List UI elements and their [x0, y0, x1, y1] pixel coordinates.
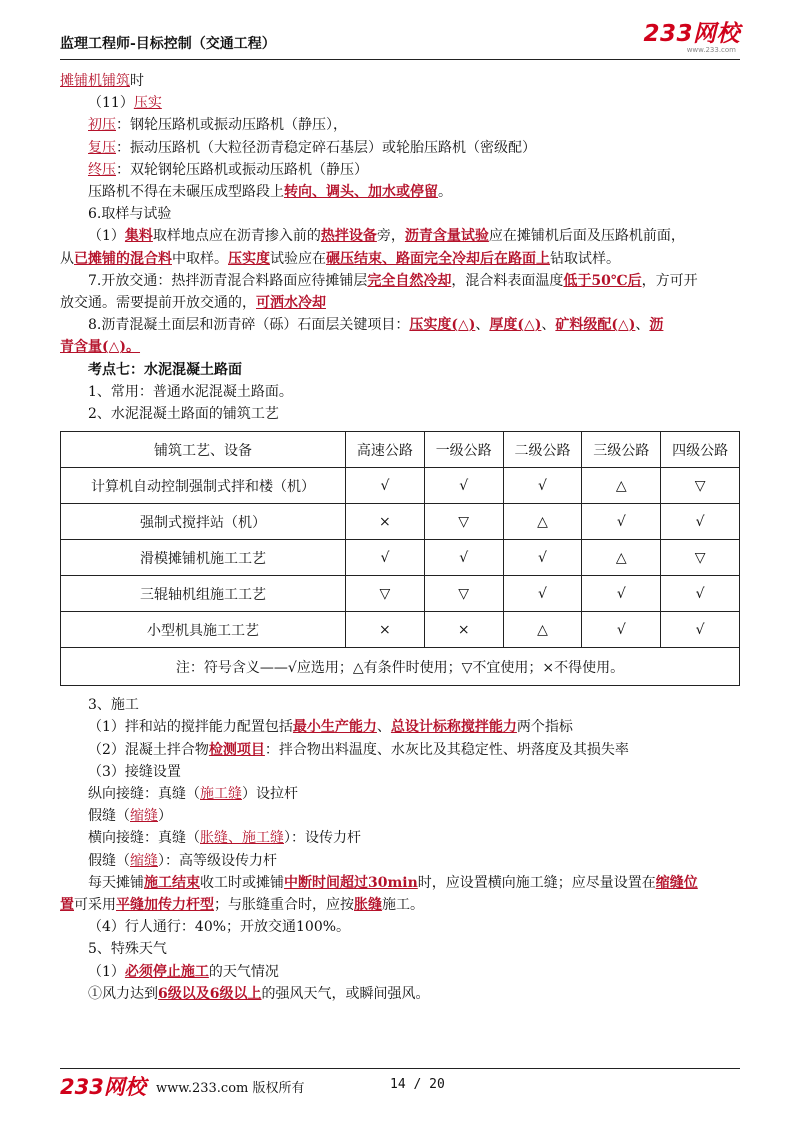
highlight-term: 沥青含量试验: [404, 228, 489, 245]
table-cell: √: [582, 504, 661, 540]
text: 的天气情况: [208, 963, 279, 980]
table-header: 一级公路: [424, 432, 503, 468]
table-header: 四级公路: [661, 432, 740, 468]
table-row: [61, 540, 740, 576]
table-row: [61, 504, 740, 540]
highlight-term: 6级以及6级以上: [158, 985, 262, 1002]
table-cell: √: [661, 576, 740, 612]
text: 每天摊铺: [88, 874, 144, 891]
text-line: [60, 381, 740, 403]
table-cell: 强制式搅拌站（机）: [61, 504, 346, 540]
highlight-term: 总设计标称搅拌能力: [390, 719, 517, 736]
table-cell: √: [503, 468, 582, 504]
text: （4）行人通行：40%；开放交通100%。: [88, 919, 351, 936]
text-line: [60, 827, 740, 849]
page-header: [60, 18, 740, 60]
text-line: [60, 983, 740, 1005]
highlight-term: 缩缝: [130, 852, 158, 869]
text-line: [60, 70, 740, 92]
text-line: [60, 292, 740, 314]
table-cell: ×: [424, 612, 503, 648]
highlight-term: 压实: [133, 95, 162, 112]
text: 考点七：水泥混凝土路面: [88, 361, 242, 378]
highlight-term: 胀缝、施工缝: [200, 830, 284, 847]
text: 纵向接缝：真缝（: [88, 786, 200, 803]
text: 可采用: [74, 897, 116, 914]
text: ）设拉杆: [242, 786, 298, 803]
text-line: [60, 805, 740, 827]
text-line: [60, 248, 740, 270]
text: （1）: [88, 228, 125, 245]
highlight-term: 置: [60, 897, 74, 914]
text: 施工。: [382, 897, 424, 914]
text-line: [60, 114, 740, 136]
text: 时，应设置横向施工缝；应尽量设置在: [417, 874, 656, 891]
text-line: [60, 916, 740, 938]
text: 6.取样与试验: [88, 206, 172, 223]
table-cell: ×: [346, 612, 425, 648]
table-header: 高速公路: [346, 432, 425, 468]
header-title: 监理工程师-目标控制（交通工程）: [60, 36, 276, 52]
table-cell: ▽: [661, 468, 740, 504]
footer-logo: 233网校: [60, 1075, 146, 1099]
table-note-row: [61, 648, 740, 686]
section-heading: [60, 359, 740, 381]
text: 、: [475, 317, 490, 334]
table-cell: ▽: [661, 540, 740, 576]
table-cell: √: [503, 540, 582, 576]
text-line: [60, 403, 740, 425]
highlight-term: 转向、调头、加水或停留: [284, 184, 438, 201]
highlight-term: 压实度(△): [409, 317, 476, 334]
logo-text: 233网校: [643, 21, 740, 47]
highlight-term: 中断时间超过30min: [284, 874, 418, 891]
text: ：双轮钢轮压路机或振动压路机（静压）: [116, 161, 368, 178]
text: ，混合料表面温度: [451, 272, 564, 289]
text: ：振动压路机（大粒径沥青稳定碎石基层）或轮胎压路机（密级配）: [116, 139, 536, 156]
text: 2、水泥混凝土路面的铺筑工艺: [88, 406, 279, 423]
text-line: [60, 694, 740, 716]
table-row: [61, 468, 740, 504]
text: 两个指标: [516, 719, 573, 736]
highlight-term: 缩缝: [130, 808, 158, 825]
brand-logo: [643, 22, 740, 54]
page-number: 14 / 20: [390, 1077, 445, 1092]
highlight-term: 青含量(△): [60, 339, 127, 356]
table-cell: √: [503, 576, 582, 612]
text-line: [60, 761, 740, 783]
highlight-term: 已摊铺的混合料: [74, 250, 172, 267]
table-cell: △: [503, 612, 582, 648]
text-line: [60, 314, 740, 336]
text-line: [60, 159, 740, 181]
table-row: [61, 576, 740, 612]
table-cell: ▽: [346, 576, 425, 612]
text-line: [60, 783, 740, 805]
table-cell: 计算机自动控制强制式拌和楼（机）: [61, 468, 346, 504]
highlight-term: 初压: [88, 117, 116, 134]
highlight-term: 最小生产能力: [292, 719, 377, 736]
table-header: 三级公路: [582, 432, 661, 468]
table-header: 铺筑工艺、设备: [61, 432, 346, 468]
highlight-term: 。: [126, 339, 141, 356]
table-cell: √: [661, 504, 740, 540]
text-line: [60, 850, 740, 872]
table-cell: √: [661, 612, 740, 648]
text: （1）: [88, 963, 125, 980]
text-line: [60, 894, 740, 916]
highlight-term: 终压: [88, 161, 116, 178]
text-line: [60, 739, 740, 761]
highlight-term: 平缝加传力杆型: [116, 897, 214, 914]
text: ：拌合物出料温度、水灰比及其稳定性、坍落度及其损失率: [264, 741, 629, 758]
text-line: [60, 716, 740, 738]
footer-copyright: www.233.com 版权所有: [156, 1081, 305, 1096]
text: 放交通。需要提前开放交通的，: [60, 295, 256, 312]
text: 应在摊铺机后面及压路机前面，: [488, 228, 685, 245]
highlight-term: 压实度: [228, 250, 270, 267]
paving-process-table: [60, 431, 740, 686]
highlight-term: 复压: [88, 139, 116, 156]
text: 。: [438, 184, 452, 201]
text: 、: [376, 719, 391, 736]
text-line: [60, 92, 740, 114]
text: 试验应在: [270, 250, 326, 267]
text: 、: [635, 317, 650, 334]
text: ：钢轮压路机或振动压路机（静压），: [116, 117, 347, 134]
text: ；与胀缝重合时，应按: [214, 897, 354, 914]
highlight-term: 热拌设备: [320, 228, 377, 245]
highlight-term: 施工结束: [144, 874, 200, 891]
text: 旁，: [376, 228, 405, 245]
text-line: [60, 225, 740, 247]
text: 假缝（: [88, 808, 130, 825]
highlight-term: 集料: [124, 228, 153, 245]
text: ）：设传力杆: [284, 830, 361, 847]
text-line: [60, 181, 740, 203]
table-note: 注：符号含义——√应选用；△有条件时使用；▽不宜使用；×不得使用。: [61, 648, 740, 686]
text-line: [60, 336, 740, 358]
table-cell: △: [582, 468, 661, 504]
highlight-term: 必须停止施工: [124, 963, 209, 980]
text: 假缝（: [88, 852, 130, 869]
highlight-term: 施工缝: [200, 786, 242, 803]
text: 横向接缝：真缝（: [88, 830, 200, 847]
text: 、: [541, 317, 556, 334]
table-cell: ▽: [424, 576, 503, 612]
text-line: [60, 961, 740, 983]
table-cell: √: [346, 540, 425, 576]
text: （3）接缝设置: [88, 763, 181, 780]
page-footer: [60, 1068, 740, 1098]
highlight-term: 检测项目: [208, 741, 265, 758]
text: 7.开放交通：热拌沥青混合料路面应待摊铺层: [88, 272, 368, 289]
text: 中取样。: [172, 250, 228, 267]
table-cell: ▽: [424, 504, 503, 540]
text: 1、常用：普通水泥混凝土路面。: [88, 383, 293, 400]
table-cell: √: [346, 468, 425, 504]
logo-url: www.233.com: [686, 46, 736, 54]
text: ）: [158, 808, 172, 825]
text: 从: [60, 250, 74, 267]
table-cell: 滑模摊铺机施工工艺: [61, 540, 346, 576]
highlight-term: 缩缝位: [655, 874, 698, 891]
highlight-term: 沥: [649, 317, 664, 334]
table-header: 二级公路: [503, 432, 582, 468]
table-cell: △: [503, 504, 582, 540]
text: 钻取试样。: [550, 250, 620, 267]
highlight-term: 厚度(△): [489, 317, 542, 334]
text: ，方可开: [641, 272, 698, 289]
table-header-row: [61, 432, 740, 468]
text: （2）混凝土拌合物: [88, 741, 209, 758]
document-body: [60, 70, 740, 1005]
table-cell: √: [424, 468, 503, 504]
highlight-term: 碾压结束、路面完全冷却后在路面上: [326, 250, 550, 267]
text: 时: [130, 73, 144, 89]
table-row: [61, 612, 740, 648]
highlight-term: 胀缝: [354, 897, 382, 914]
table-cell: 小型机具施工工艺: [61, 612, 346, 648]
highlight-term: 摊铺机铺筑: [60, 73, 130, 89]
highlight-term: 矿料级配(△): [555, 317, 636, 334]
text: 3、施工: [88, 697, 139, 714]
text-line: [60, 938, 740, 960]
text: ）：高等级设传力杆: [158, 852, 277, 869]
table-cell: ×: [346, 504, 425, 540]
highlight-term: 可洒水冷却: [256, 295, 326, 312]
text: 的强风天气，或瞬间强风。: [261, 985, 430, 1002]
text: ①风力达到: [88, 985, 158, 1002]
text: 压路机不得在未碾压成型路段上: [88, 184, 284, 201]
text: （1）拌和站的搅拌能力配置包括: [88, 719, 293, 736]
highlight-term: 完全自然冷却: [367, 272, 452, 289]
text: （11）: [88, 95, 134, 112]
table-cell: △: [582, 540, 661, 576]
text-line: [60, 270, 740, 292]
text: 收工时或摊铺: [200, 874, 284, 891]
text-line: [60, 137, 740, 159]
table-cell: √: [424, 540, 503, 576]
table-cell: √: [582, 576, 661, 612]
text: 5、特殊天气: [88, 941, 167, 958]
text: 取样地点应在沥青掺入前的: [152, 228, 321, 245]
text-line: [60, 203, 740, 225]
table-cell: 三辊轴机组施工工艺: [61, 576, 346, 612]
text: 8.沥青混凝土面层和沥青碎（砾）石面层关键项目：: [88, 317, 410, 334]
text-line: [60, 872, 740, 894]
highlight-term: 低于50℃后: [563, 272, 642, 289]
table-cell: √: [582, 612, 661, 648]
